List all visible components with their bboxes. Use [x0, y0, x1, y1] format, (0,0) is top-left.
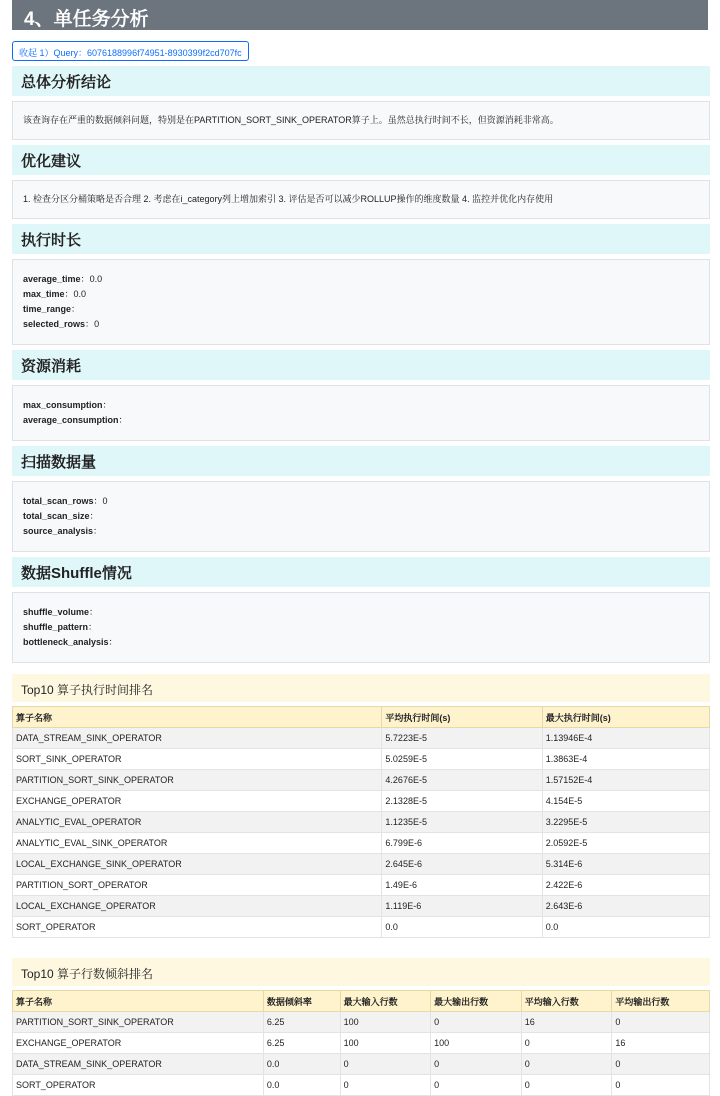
field-row: [23, 620, 699, 635]
table-cell: 6.25: [263, 1033, 340, 1054]
table-cell: 4.154E-5: [542, 791, 709, 812]
advice-text: 1. 检查分区分桶策略是否合理 2. 考虑在i_category列上增加索引 3. 评估是否可以减少ROLLUP操作的维度数量 4. 监控并优化内存使用: [12, 180, 710, 219]
table-cell: 0.0: [542, 917, 709, 938]
table-cell: EXCHANGE_OPERATOR: [13, 791, 382, 812]
skew-table-title: Top10 算子行数倾斜排名: [12, 958, 710, 986]
table-row: [13, 812, 710, 833]
field-key: shuffle_volume: [23, 607, 90, 617]
table-row: [13, 770, 710, 791]
column-header: 平均执行时间(s): [382, 707, 542, 728]
table-cell: 1.49E-6: [382, 875, 542, 896]
field-sep: ：: [89, 511, 99, 521]
field-sep: ：: [93, 496, 103, 506]
table-cell: 5.314E-6: [542, 854, 709, 875]
field-value: 0: [102, 496, 108, 506]
table-cell: 6.799E-6: [382, 833, 542, 854]
table-cell: 3.2295E-5: [542, 812, 709, 833]
field-key: time_range: [23, 304, 72, 314]
conclusion-heading: 总体分析结论: [12, 66, 710, 96]
advice-heading: 优化建议: [12, 145, 710, 175]
table-cell: 1.119E-6: [382, 896, 542, 917]
table-header-row: [13, 991, 710, 1012]
table-cell: 2.1328E-5: [382, 791, 542, 812]
field-row: [23, 494, 699, 509]
page-title: 4、单任务分析: [12, 0, 708, 30]
table-cell: 4.2676E-5: [382, 770, 542, 791]
field-key: average_time: [23, 274, 81, 284]
field-row: [23, 509, 699, 524]
section-heading: 扫描数据量: [12, 446, 710, 476]
table-row: [13, 1012, 710, 1033]
table-cell: PARTITION_SORT_SINK_OPERATOR: [13, 1012, 264, 1033]
field-sep: ：: [89, 607, 99, 617]
table-cell: 100: [340, 1033, 431, 1054]
table-cell: 0.0: [263, 1054, 340, 1075]
field-sep: ：: [102, 400, 112, 410]
table-cell: 0: [612, 1054, 710, 1075]
table-cell: 0: [431, 1012, 522, 1033]
field-sep: ：: [93, 526, 103, 536]
field-key: total_scan_rows: [23, 496, 94, 506]
field-key: source_analysis: [23, 526, 94, 536]
table-cell: LOCAL_EXCHANGE_OPERATOR: [13, 896, 382, 917]
table-cell: 0: [521, 1054, 612, 1075]
table-cell: 16: [521, 1012, 612, 1033]
field-value: 0: [94, 319, 100, 329]
field-sep: ：: [118, 415, 128, 425]
table-cell: SORT_OPERATOR: [13, 917, 382, 938]
table-header-row: [13, 707, 710, 728]
field-row: [23, 317, 699, 332]
table-row: [13, 728, 710, 749]
field-key: average_consumption: [23, 415, 119, 425]
table-cell: ANALYTIC_EVAL_OPERATOR: [13, 812, 382, 833]
table-cell: DATA_STREAM_SINK_OPERATOR: [13, 728, 382, 749]
table-cell: 0: [521, 1033, 612, 1054]
table-cell: DATA_STREAM_SINK_OPERATOR: [13, 1054, 264, 1075]
field-row: [23, 605, 699, 620]
table-row: [13, 749, 710, 770]
table-cell: 2.0592E-5: [542, 833, 709, 854]
column-header: 最大输入行数: [340, 991, 431, 1012]
field-row: [23, 272, 699, 287]
table-cell: SORT_OPERATOR: [13, 1075, 264, 1096]
table-cell: 0: [612, 1012, 710, 1033]
field-sep: ：: [80, 274, 90, 284]
table-row: [13, 896, 710, 917]
table-cell: 1.1235E-5: [382, 812, 542, 833]
table-cell: PARTITION_SORT_OPERATOR: [13, 875, 382, 896]
skew-table: [12, 990, 710, 1096]
field-key: bottleneck_analysis: [23, 637, 109, 647]
table-cell: 100: [340, 1012, 431, 1033]
table-cell: SORT_SINK_OPERATOR: [13, 749, 382, 770]
section-heading: 执行时长: [12, 224, 710, 254]
field-row: [23, 413, 699, 428]
table-cell: 2.422E-6: [542, 875, 709, 896]
column-header: 最大执行时间(s): [542, 707, 709, 728]
table-cell: ANALYTIC_EVAL_SINK_OPERATOR: [13, 833, 382, 854]
field-sep: ：: [108, 637, 118, 647]
section-heading: 数据Shuffle情况: [12, 557, 710, 587]
field-sep: ：: [85, 319, 95, 329]
table-row: [13, 1033, 710, 1054]
table-cell: 0: [521, 1075, 612, 1096]
table-cell: 1.57152E-4: [542, 770, 709, 791]
table-cell: 1.3863E-4: [542, 749, 709, 770]
table-cell: EXCHANGE_OPERATOR: [13, 1033, 264, 1054]
table-cell: 0: [340, 1054, 431, 1075]
table-row: [13, 1075, 710, 1096]
section-heading: 资源消耗: [12, 350, 710, 380]
table-row: [13, 875, 710, 896]
table-cell: 16: [612, 1033, 710, 1054]
column-header: 平均输入行数: [521, 991, 612, 1012]
field-key: max_consumption: [23, 400, 103, 410]
table-cell: PARTITION_SORT_SINK_OPERATOR: [13, 770, 382, 791]
field-row: [23, 635, 699, 650]
section-box: [12, 259, 710, 345]
column-header: 最大输出行数: [431, 991, 522, 1012]
field-row: [23, 524, 699, 539]
table-cell: 100: [431, 1033, 522, 1054]
section-box: [12, 592, 710, 663]
collapse-query-button[interactable]: 收起 1）Query：6076188996f74951-8930399f2cd707fc: [12, 41, 249, 61]
table-cell: 0: [340, 1075, 431, 1096]
column-header: 算子名称: [13, 991, 264, 1012]
column-header: 算子名称: [13, 707, 382, 728]
table-row: [13, 791, 710, 812]
table-cell: 2.645E-6: [382, 854, 542, 875]
table-cell: 0.0: [382, 917, 542, 938]
field-row: [23, 302, 699, 317]
field-value: 0.0: [89, 274, 103, 284]
field-sep: ：: [64, 289, 74, 299]
field-key: total_scan_size: [23, 511, 90, 521]
field-sep: ：: [88, 622, 98, 632]
field-key: selected_rows: [23, 319, 86, 329]
field-row: [23, 287, 699, 302]
column-header: 数据倾斜率: [263, 991, 340, 1012]
table-row: [13, 833, 710, 854]
field-value: 0.0: [73, 289, 87, 299]
conclusion-text: 该查询存在严重的数据倾斜问题，特别是在PARTITION_SORT_SINK_OPERATOR算子上。虽然总执行时间不长，但资源消耗非常高。: [12, 101, 710, 140]
table-cell: 0: [431, 1075, 522, 1096]
table-cell: LOCAL_EXCHANGE_SINK_OPERATOR: [13, 854, 382, 875]
section-box: [12, 385, 710, 441]
table-cell: 1.13946E-4: [542, 728, 709, 749]
table-row: [13, 1054, 710, 1075]
field-sep: ：: [71, 304, 81, 314]
field-row: [23, 398, 699, 413]
section-box: [12, 481, 710, 552]
table-cell: 2.643E-6: [542, 896, 709, 917]
table-cell: 0: [431, 1054, 522, 1075]
table-row: [13, 917, 710, 938]
column-header: 平均输出行数: [612, 991, 710, 1012]
field-key: max_time: [23, 289, 65, 299]
table-cell: 5.0259E-5: [382, 749, 542, 770]
time-table-title: Top10 算子执行时间排名: [12, 674, 710, 702]
table-cell: 0.0: [263, 1075, 340, 1096]
time-table: [12, 706, 710, 938]
field-key: shuffle_pattern: [23, 622, 89, 632]
table-cell: 6.25: [263, 1012, 340, 1033]
table-cell: 0: [612, 1075, 710, 1096]
table-cell: 5.7223E-5: [382, 728, 542, 749]
table-row: [13, 854, 710, 875]
